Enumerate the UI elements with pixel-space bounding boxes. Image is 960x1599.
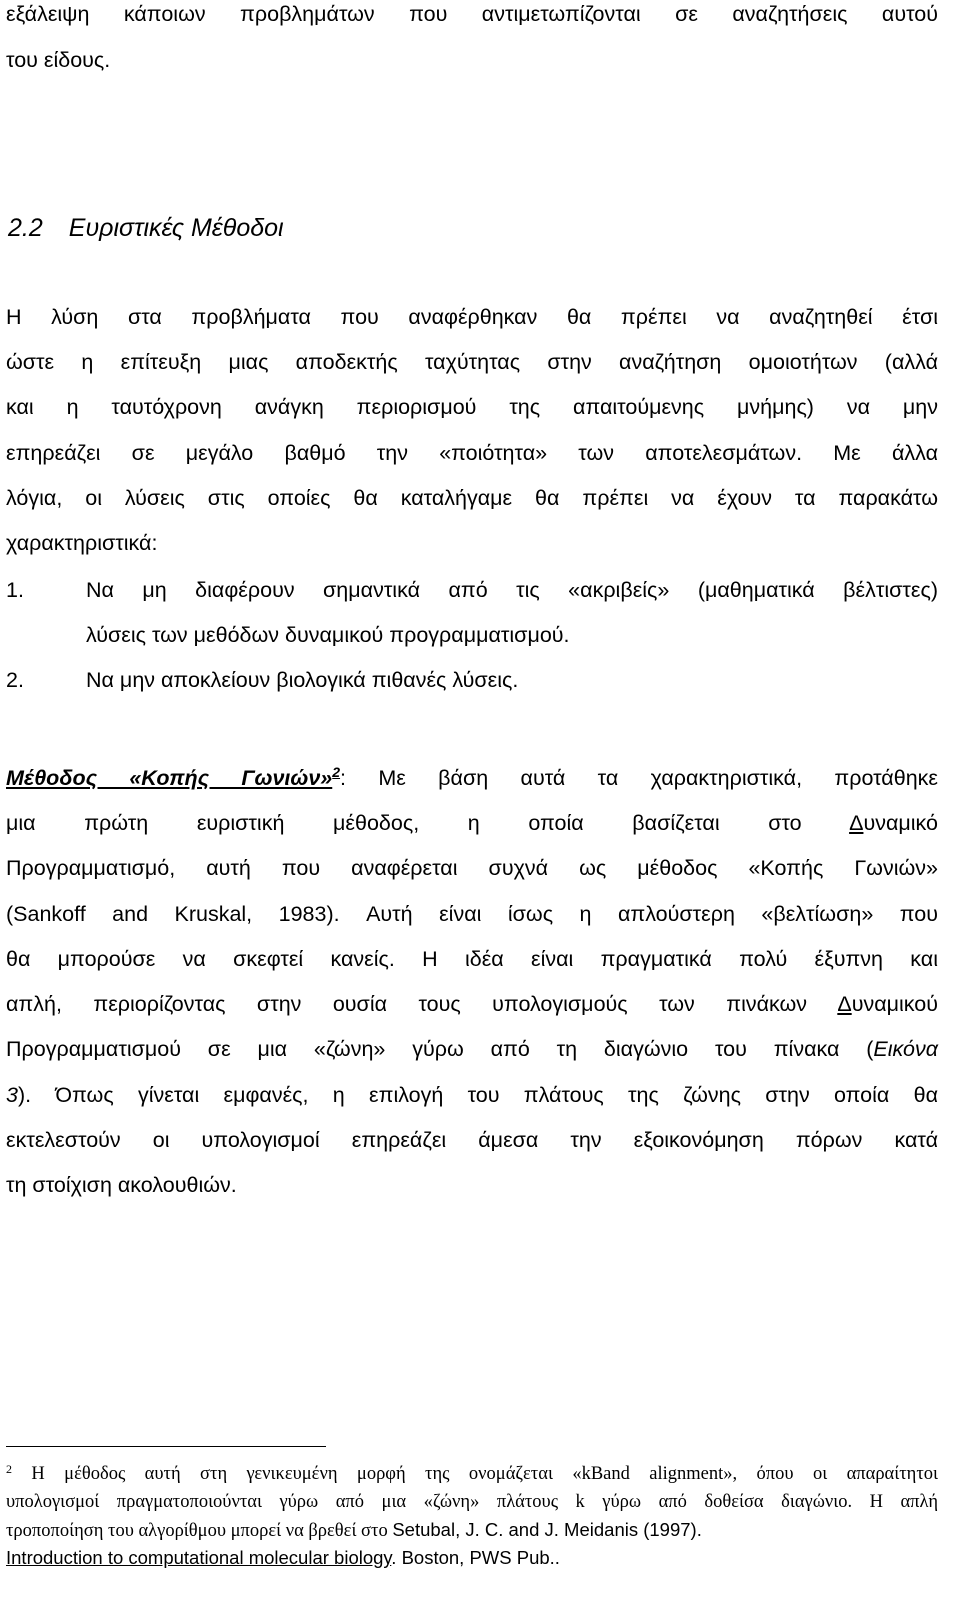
footnote-line: $^2$ Η μέθοδος αυτή στη γενικευμένη μορφή της ονομάζεται «kBand alignment», όπου οι απαραίτητοι (6, 1462, 938, 1484)
paragraph-line: θα μπορούσε να σκεφτεί κανείς. Η ιδέα είναι πραγματικά πολύ έξυπνη και (6, 947, 938, 971)
paragraph-line: Μέθοδος «Κοπής Γωνιών»$^2$: Με βάση αυτά τα χαρακτηριστικά, προτάθηκε (6, 763, 938, 790)
paragraph-line: Προγραμματισμού σε μια «ζώνη» γύρω από τη διαγώνιο του πίνακα (Εικόνα (6, 1037, 938, 1061)
method-term: Μέθοδος «Κοπής Γωνιών» (6, 766, 333, 790)
list-item-text: Να μη διαφέρουν σημαντικά από τις «ακριβείς» (μαθηματικά βέλτιστες) (86, 578, 938, 602)
figure-reference: 3 (6, 1083, 18, 1107)
paragraph-line: ώστε η επίτευξη μιας αποδεκτής ταχύτητας στην αναζήτηση ομοιοτήτων (αλλά (6, 350, 938, 374)
paragraph-line: απλή, περιορίζοντας στην ουσία τους υπολογισμούς των πινάκων Δυναμικού (6, 992, 938, 1016)
body-text-line: εξάλειψη κάποιων προβλημάτων που αντιμετωπίζονται σε αναζητήσεις αυτού (6, 2, 938, 26)
list-item-number: 2. (6, 668, 24, 692)
paragraph-line: Η λύση στα προβλήματα που αναφέρθηκαν θα πρέπει να αναζητηθεί έτσι (6, 305, 938, 329)
figure-reference: Εικόνα (873, 1037, 938, 1061)
paragraph-line: μια πρώτη ευριστική μέθοδος, η οποία βασίζεται στο Δυναμικό (6, 811, 938, 835)
section-heading (8, 212, 284, 244)
footnote-line: υπολογισμοί πραγματοποιούνται γύρω από μια «ζώνη» πλάτους k γύρω από δοθείσα διαγώνιο. Η απλή (6, 1492, 938, 1512)
footnote-line: Introduction to computational molecular biology. Boston, PWS Pub.. (6, 1547, 560, 1568)
paragraph-line: χαρακτηριστικά: (6, 531, 158, 555)
paragraph-line: τη στοίχιση ακολουθιών. (6, 1173, 237, 1197)
paragraph-line: λόγια, οι λύσεις στις οποίες θα καταλήγαμε θα πρέπει να έχουν τα παρακάτω (6, 486, 938, 510)
footnote-marker: 2 (6, 1462, 12, 1476)
section-number: 2.2 (8, 214, 43, 242)
list-item-number: 1. (6, 578, 24, 602)
list-item-text: Να μην αποκλείουν βιολογικά πιθανές λύσεις. (86, 668, 519, 692)
footnote-reference: 2 (332, 763, 341, 780)
list-item-text: λύσεις των μεθόδων δυναμικού προγραμματισμού. (86, 623, 570, 647)
section-title: Ευριστικές Μέθοδοι (68, 214, 284, 242)
paragraph-line: εκτελεστούν οι υπολογισμοί επηρεάζει άμεσα την εξοικονόμηση πόρων κατά (6, 1128, 938, 1152)
paragraph-line: (Sankoff and Kruskal, 1983). Αυτή είναι ίσως η απλούστερη «βελτίωση» που (6, 902, 938, 926)
footnote-line: τροποποίηση του αλγορίθμου μπορεί να βρεθεί στο Setubal, J. C. and J. Meidanis (1997). (6, 1519, 702, 1541)
footnote-separator (6, 1446, 326, 1447)
reference-link[interactable]: Introduction to computational molecular biology (6, 1547, 392, 1568)
paragraph-line: Προγραμματισμό, αυτή που αναφέρεται συχνά ως μέθοδος «Κοπής Γωνιών» (6, 856, 938, 880)
paragraph-line: και η ταυτόχρονη ανάγκη περιορισμού της απαιτούμενης μνήμης) να μην (6, 395, 938, 419)
body-text-line: του είδους. (6, 48, 111, 72)
paragraph-line: επηρεάζει σε μεγάλο βαθμό την «ποιότητα» των αποτελεσμάτων. Με άλλα (6, 441, 938, 465)
paragraph-line: 3). Όπως γίνεται εμφανές, η επιλογή του πλάτους της ζώνης στην οποία θα (6, 1083, 938, 1107)
